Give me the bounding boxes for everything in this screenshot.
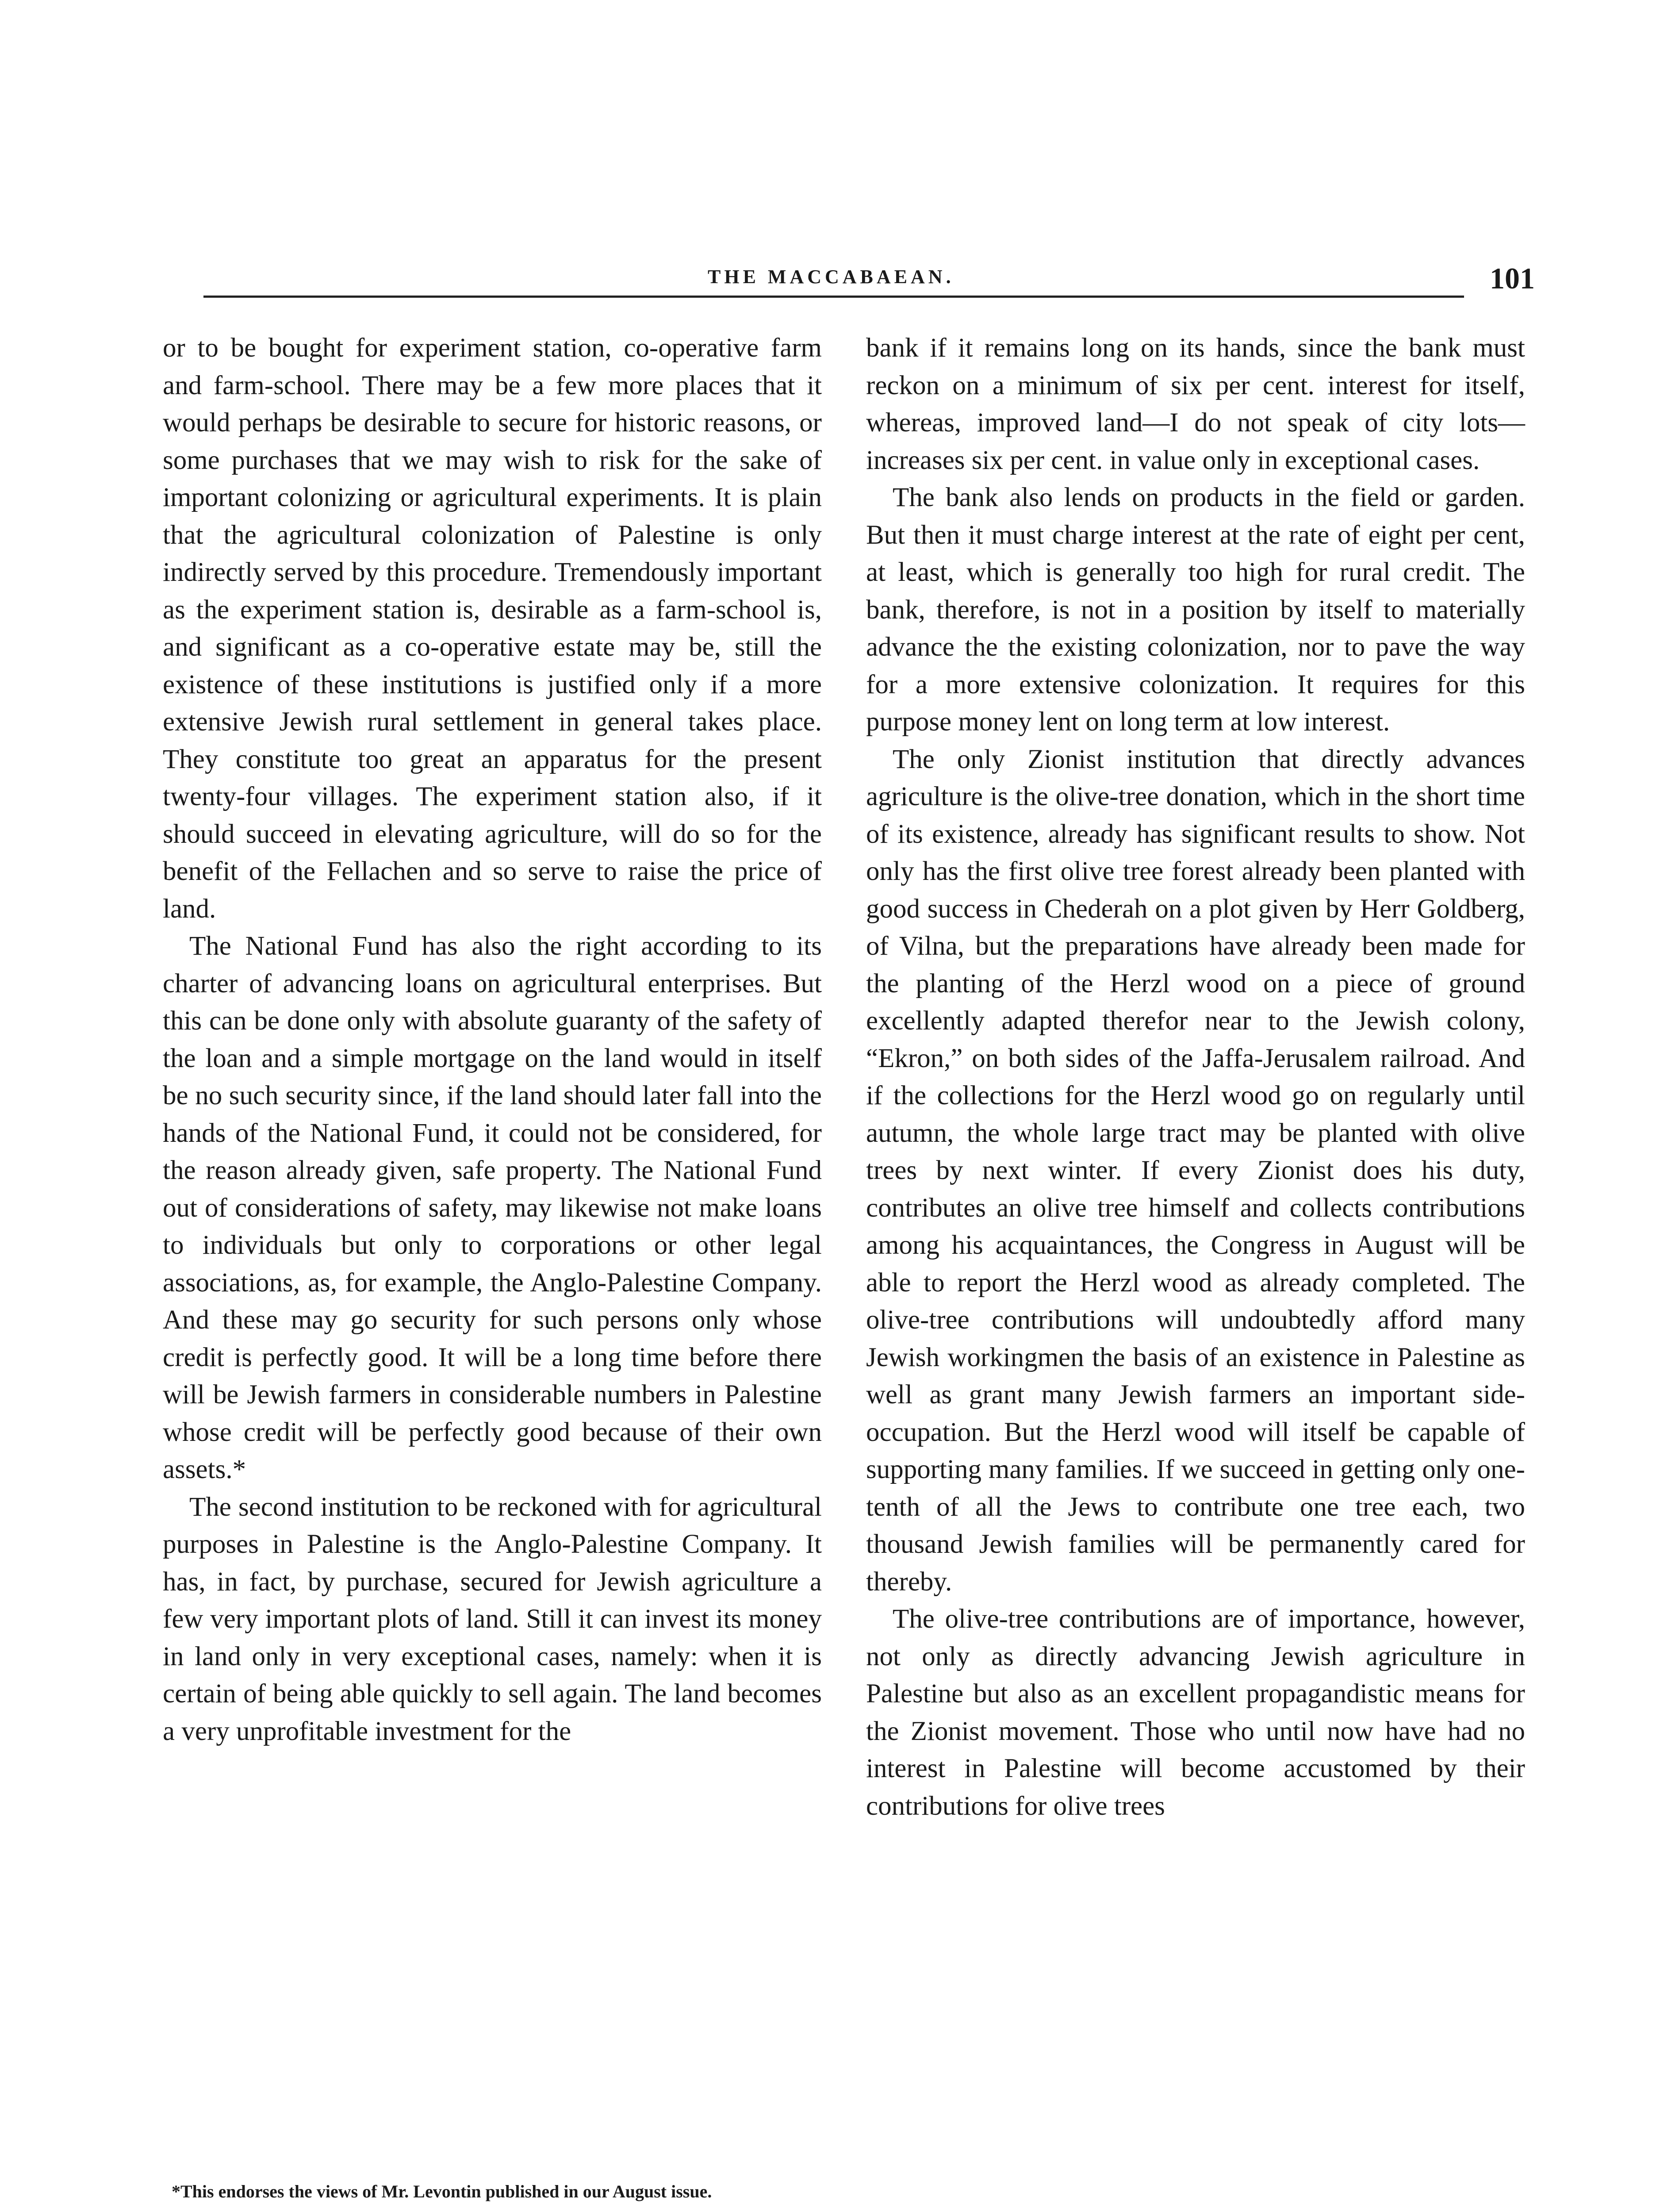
footnote [163,2181,822,2202]
paragraph: The National Fund has also the right according to its charter of advancing loans on agricultural enterprises. But this can be done only with absolute guaranty of the safety of the loan and a simple mortgage on the land would in itself be no such security since, if the land should later fall into the hands of the National Fund, it could not be considered, for the reason already given, safe property. The National Fund out of considerations of safety, may likewise not make loans to individuals but only to corporations or other legal associations, as, for example, the Anglo-Palestine Company. And these may go security for such persons only whose credit is perfectly good. It will be a long time before there will be Jewish farmers in considerable numbers in Palestine whose credit will be perfectly good because of their own assets.* [163,931,822,1484]
paragraph: The second institution to be reckoned with for agricultural purposes in Palestine is the Anglo-Palestine Company. It has, in fact, by purchase, secured for Jewish agriculture a few very important plots of land. Still it can invest its money in land only in very exceptional cases, namely: when it is certain of being able quickly to sell again. The land becomes a very unprofitable investment for the [163,1492,822,1746]
footnote-text: *This endorses the views of Mr. Levontin published in our August issue. [172,2181,712,2201]
running-title: THE MACCABAEAN. [699,265,963,288]
paragraph: The olive-tree contributions are of importance, however, not only as directly advancing Jewish agriculture in Palestine but also as an excellent propagandistic means for the Zionist movement. Those who until now have had no interest in Palestine will become accustomed by their contributions for olive trees [866,1604,1525,1821]
paragraph: The bank also lends on products in the field or garden. But then it must charge interest at the rate of eight per cent, at least, which is generally too high for rural credit. The bank, therefore, is not in a position by itself to materially advance the the existing colonization, nor to pave the way for a more extensive colonization. It requires for this purpose money lent on long term at low interest. [866,483,1525,737]
left-column [163,330,822,1750]
right-column [866,330,1525,1825]
paragraph: bank if it remains long on its hands, since the bank must reckon on a minimum of six per cent. interest for itself, whereas, improved land—I do not speak of city lots—increases six per cent. in value only in exceptional cases. [866,333,1525,475]
paragraph: or to be bought for experiment station, co-operative farm and farm-school. There may be a few more places that it would perhaps be desirable to secure for historic reasons, or some purchases that we may wish to risk for the sake of important colonizing or agricultural experiments. It is plain that the agricultural colonization of Palestine is only indirectly served by this procedure. Tremendously important as the experiment station is, desirable as a farm-school is, and significant as a co-operative estate may be, still the existence of these institutions is justified only if a more extensive Jewish rural settlement in general takes place. They constitute too great an apparatus for the present twenty-four villages. The experiment station also, if it should succeed in elevating agriculture, will do so for the benefit of the Fellachen and so serve to raise the price of land. [163,333,822,924]
running-header [203,261,1535,314]
paragraph: The only Zionist institution that directly advances agriculture is the olive-tree donation, which in the short time of its existence, already has significant results to show. Not only has the first olive tree forest already been planted with good success in Chederah on a plot given by Herr Goldberg, of Vilna, but the preparations have already been made for the planting of the Herzl wood on a piece of ground excellently adapted therefor near to the Jewish colony, “Ekron,” on both sides of the Jaffa-Jerusalem railroad. And if the collections for the Herzl wood go on regularly until autumn, the whole large tract may be planted with olive trees by next winter. If every Zionist does his duty, contributes an olive tree himself and collects contributions among his acquaintances, the Congress in August will be able to report the Herzl wood as already completed. The olive-tree contributions will undoubtedly afford many Jewish workingmen the basis of an existence in Palestine as well as grant many Jewish farmers an important side-occupation. But the Herzl wood will itself be capable of supporting many families. If we succeed in getting only one-tenth of all the Jews to contribute one tree each, two thousand Jewish families will be permanently cared for thereby. [866,744,1525,1597]
page-number: 101 [1490,261,1535,295]
header-rule [203,296,1464,298]
